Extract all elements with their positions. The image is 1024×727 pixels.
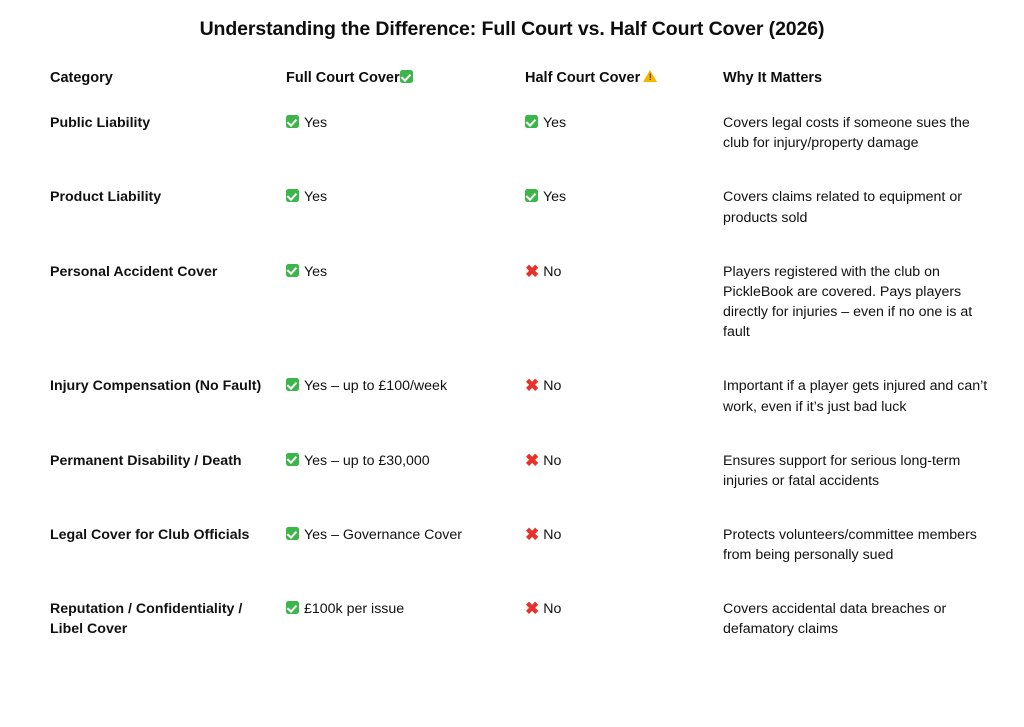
cross-mark-icon: ✖ bbox=[525, 450, 540, 470]
row-full-court-text: Yes bbox=[304, 189, 328, 206]
table-row bbox=[50, 113, 1010, 187]
row-category: Injury Compensation (No Fault) bbox=[50, 378, 262, 395]
table-row bbox=[50, 599, 1010, 673]
column-header-full-court-label: Full Court Cover bbox=[286, 70, 400, 86]
row-category: Permanent Disability / Death bbox=[50, 452, 242, 469]
column-header-category-label: Category bbox=[50, 70, 113, 86]
row-category: Public Liability bbox=[50, 115, 151, 132]
row-half-court-text: No bbox=[543, 378, 562, 395]
row-category: Legal Cover for Club Officials bbox=[50, 527, 250, 543]
row-half-court-text: No bbox=[543, 527, 562, 543]
row-half-court-text: Yes bbox=[543, 115, 567, 132]
row-full-court-text: Yes – up to £30,000 bbox=[304, 452, 430, 469]
cross-mark-icon: ✖ bbox=[525, 599, 540, 619]
row-why-text: Important if a player gets injured and can’t work, even if it’s just bad luck bbox=[723, 378, 988, 415]
row-half-court-value bbox=[525, 451, 723, 525]
check-mark-icon bbox=[286, 189, 299, 202]
row-category: Reputation / Confidentiality / Libel Cover bbox=[50, 601, 243, 638]
page-title: Understanding the Difference: Full Court vs. Half Court Cover (2026) bbox=[199, 18, 825, 40]
row-why-text: Covers legal costs if someone sues the club for injury/property damage bbox=[723, 115, 970, 152]
row-full-court-text: Yes – up to £100/week bbox=[304, 378, 448, 395]
row-full-court-text: Yes bbox=[304, 263, 328, 280]
row-half-court-value bbox=[525, 113, 723, 187]
cross-mark-icon: ✖ bbox=[525, 376, 540, 396]
row-full-court-value bbox=[286, 187, 525, 261]
row-full-court-value bbox=[286, 376, 525, 450]
row-full-court-value bbox=[286, 525, 525, 599]
check-mark-icon bbox=[286, 601, 299, 614]
row-category: Product Liability bbox=[50, 189, 162, 206]
row-why-text: Covers claims related to equipment or products sold bbox=[723, 189, 962, 226]
table-row bbox=[50, 262, 1010, 377]
row-half-court-text: Yes bbox=[543, 189, 567, 206]
check-mark-icon bbox=[525, 189, 538, 202]
check-mark-icon bbox=[286, 378, 299, 391]
row-half-court-value bbox=[525, 525, 723, 599]
row-full-court-value bbox=[286, 599, 525, 673]
row-why-text: Ensures support for serious long-term injuries or fatal accidents bbox=[723, 452, 961, 489]
row-full-court-value bbox=[286, 113, 525, 187]
document-page bbox=[0, 18, 1024, 727]
cross-mark-icon: ✖ bbox=[525, 525, 540, 544]
row-why-text: Covers accidental data breaches or defamatory claims bbox=[723, 601, 947, 638]
column-header-category bbox=[50, 69, 286, 113]
row-half-court-value bbox=[525, 599, 723, 673]
table-row bbox=[50, 451, 1010, 525]
row-full-court-value bbox=[286, 451, 525, 525]
column-header-why bbox=[723, 69, 1010, 113]
table-row bbox=[50, 187, 1010, 261]
row-half-court-text: No bbox=[543, 601, 562, 618]
check-mark-icon bbox=[400, 70, 413, 83]
row-category: Personal Accident Cover bbox=[50, 263, 218, 280]
row-half-court-value bbox=[525, 376, 723, 450]
row-full-court-text: Yes – Governance Cover bbox=[304, 527, 462, 543]
table-row bbox=[50, 525, 1010, 599]
row-why-text: Players registered with the club on PickleBook are covered. Pays players directly for injuries – even if no one is at fault bbox=[723, 263, 973, 341]
warning-triangle-icon bbox=[643, 70, 657, 83]
row-full-court-text: Yes bbox=[304, 115, 328, 132]
check-mark-icon bbox=[286, 453, 299, 466]
table-header-row bbox=[50, 69, 1010, 113]
row-why-text: Protects volunteers/committee members from being personally sued bbox=[723, 527, 977, 564]
row-half-court-text: No bbox=[543, 263, 562, 280]
check-mark-icon bbox=[286, 264, 299, 277]
column-header-why-label: Why It Matters bbox=[723, 70, 823, 86]
row-full-court-text: £100k per issue bbox=[304, 601, 405, 618]
row-half-court-value bbox=[525, 187, 723, 261]
row-half-court-text: No bbox=[543, 452, 562, 469]
cross-mark-icon: ✖ bbox=[525, 261, 540, 281]
column-header-half-court bbox=[525, 69, 723, 113]
check-mark-icon bbox=[286, 527, 299, 540]
column-header-full-court bbox=[286, 69, 525, 113]
cover-comparison-table bbox=[50, 69, 1010, 674]
check-mark-icon bbox=[286, 115, 299, 128]
row-full-court-value bbox=[286, 262, 525, 377]
column-header-half-court-label: Half Court Cover bbox=[525, 70, 641, 86]
table-row bbox=[50, 376, 1010, 450]
row-half-court-value bbox=[525, 262, 723, 377]
check-mark-icon bbox=[525, 115, 538, 128]
